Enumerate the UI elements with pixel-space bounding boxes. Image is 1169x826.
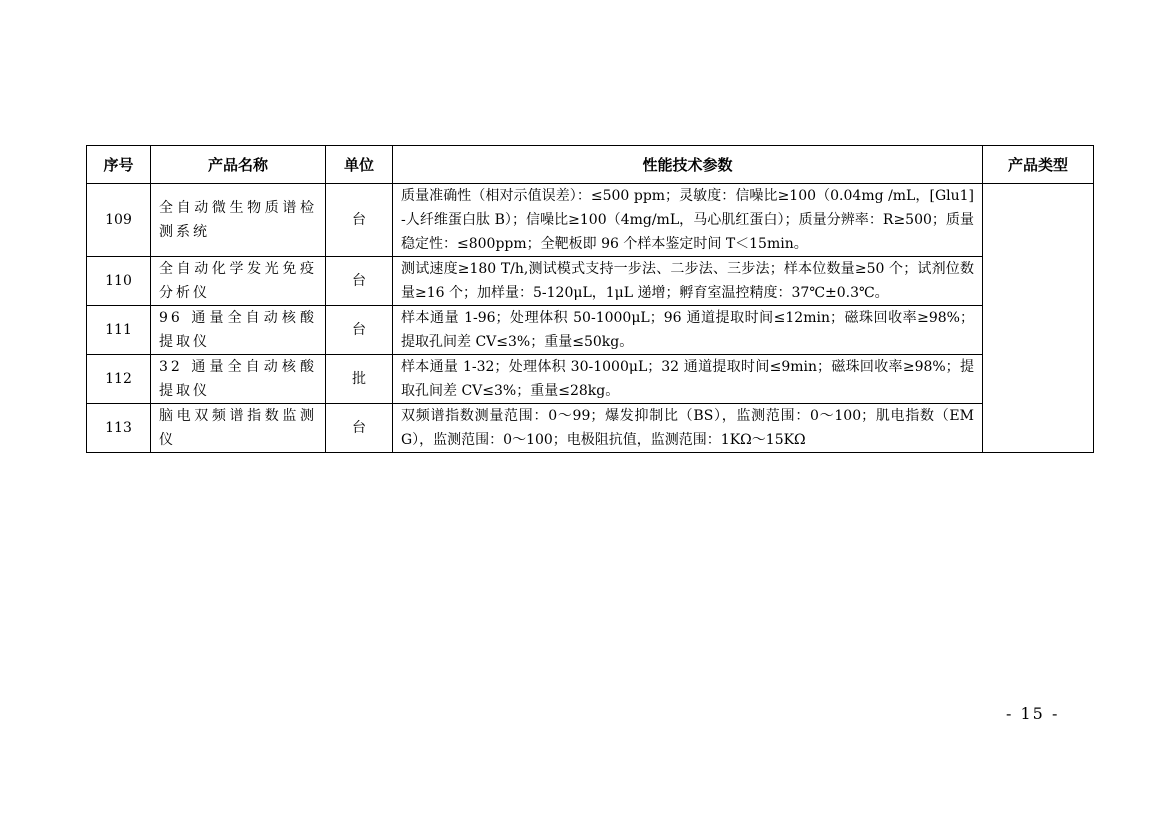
product-name: 32 通量全自动核酸提取仪 (151, 355, 326, 404)
spec-text: 测试速度≥180 T/h,测试模式支持一步法、二步法、三步法；样本位数量≥50 个；试剂位数量≥16 个；加样量：5-120μL，1μL 递增；孵育室温控精度：37℃±0.3℃。 (393, 257, 983, 306)
header-no: 序号 (87, 146, 151, 184)
table-row (87, 355, 1094, 404)
table-row (87, 404, 1094, 453)
table-row (87, 257, 1094, 306)
spec-text: 样本通量 1-32；处理体积 30-1000μL；32 通道提取时间≤9min；磁珠回收率≥98%；提取孔间差 CV≤3%；重量≤28kg。 (393, 355, 983, 404)
product-name: 脑电双频谱指数监测仪 (151, 404, 326, 453)
table-row (87, 184, 1094, 257)
row-number: 112 (87, 355, 151, 404)
header-unit: 单位 (326, 146, 393, 184)
page-number: - 15 - (1006, 704, 1060, 723)
unit: 台 (326, 404, 393, 453)
table-row (87, 306, 1094, 355)
product-type-cell (983, 184, 1094, 453)
row-number: 109 (87, 184, 151, 257)
product-name: 全自动微生物质谱检测系统 (151, 184, 326, 257)
header-name: 产品名称 (151, 146, 326, 184)
product-name: 全自动化学发光免疫分析仪 (151, 257, 326, 306)
row-number: 113 (87, 404, 151, 453)
unit: 台 (326, 257, 393, 306)
product-name: 96 通量全自动核酸提取仪 (151, 306, 326, 355)
spec-text: 质量准确性（相对示值误差）：≤500 ppm；灵敏度：信噪比≥100（0.04mg /mL，[Glu1]-人纤维蛋白肽 B）；信噪比≥100（4mg/mL，马心肌红蛋白）；质量分辨率：R≥500；质量稳定性：≤800ppm；全靶板即 96 个样本鉴定时间 T＜15min。 (393, 184, 983, 257)
table-header-row (87, 146, 1094, 184)
row-number: 111 (87, 306, 151, 355)
product-spec-table (86, 145, 1094, 453)
unit: 批 (326, 355, 393, 404)
spec-text: 样本通量 1-96；处理体积 50-1000μL；96 通道提取时间≤12min；磁珠回收率≥98%；提取孔间差 CV≤3%；重量≤50kg。 (393, 306, 983, 355)
unit: 台 (326, 306, 393, 355)
spec-text: 双频谱指数测量范围：0～99；爆发抑制比（BS），监测范围：0～100；肌电指数（EMG），监测范围：0～100；电极阻抗值，监测范围：1KΩ～15KΩ (393, 404, 983, 453)
row-number: 110 (87, 257, 151, 306)
header-type: 产品类型 (983, 146, 1094, 184)
header-spec: 性能技术参数 (393, 146, 983, 184)
unit: 台 (326, 184, 393, 257)
